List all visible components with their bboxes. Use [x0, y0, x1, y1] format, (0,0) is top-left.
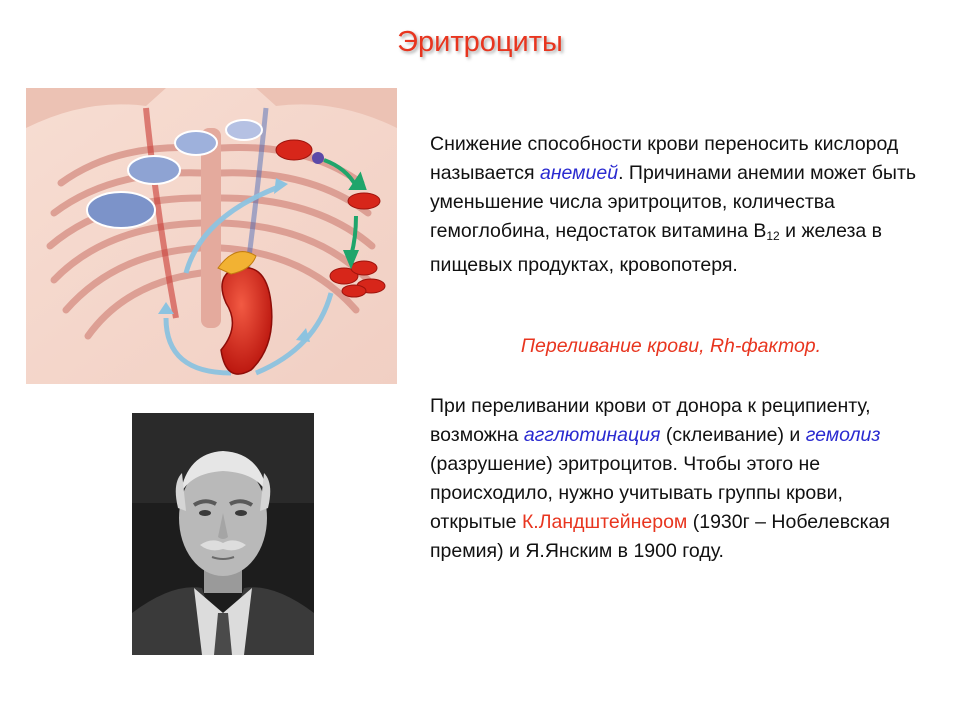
subscript-12: 12 — [766, 229, 780, 243]
para2-text-1: При переливании крови от донора к реципиенту, возможна — [430, 395, 871, 446]
para2-text-3: (разрушение) эритроцитов. Чтобы этого не происходило, нужно учитывать группы крови, открытые — [430, 453, 843, 533]
term-agglutination: агглютинация — [523, 424, 661, 446]
anemia-paragraph — [430, 130, 930, 280]
para2-text-2: (склеивание) и — [660, 424, 806, 446]
para1-text-3: и железа в пищевых продуктах, кровопотеря. — [430, 220, 883, 276]
para1-text-1: Снижение способности крови переносить кислород называется — [430, 133, 899, 184]
term-hemolysis: гемолиз — [805, 424, 881, 446]
term-anemia: анемией — [539, 162, 619, 184]
slide-title: Эритроциты — [397, 26, 563, 58]
para2-text-4: (1930г – Нобелевская премия) и Я.Янским в 1900 году. — [430, 511, 890, 562]
erythrocyte-cycle-illustration — [26, 88, 397, 384]
name-landsteiner: К.Ландштейнером — [521, 511, 688, 533]
para1-text-2: . Причинами анемии может быть уменьшение числа эритроцитов, количества гемоглобина, недостаток витамина В — [430, 162, 917, 242]
transfusion-paragraph — [430, 392, 930, 566]
landsteiner-portrait — [132, 413, 314, 655]
transfusion-subheading: Переливание крови, Rh-фактор. — [520, 335, 822, 357]
